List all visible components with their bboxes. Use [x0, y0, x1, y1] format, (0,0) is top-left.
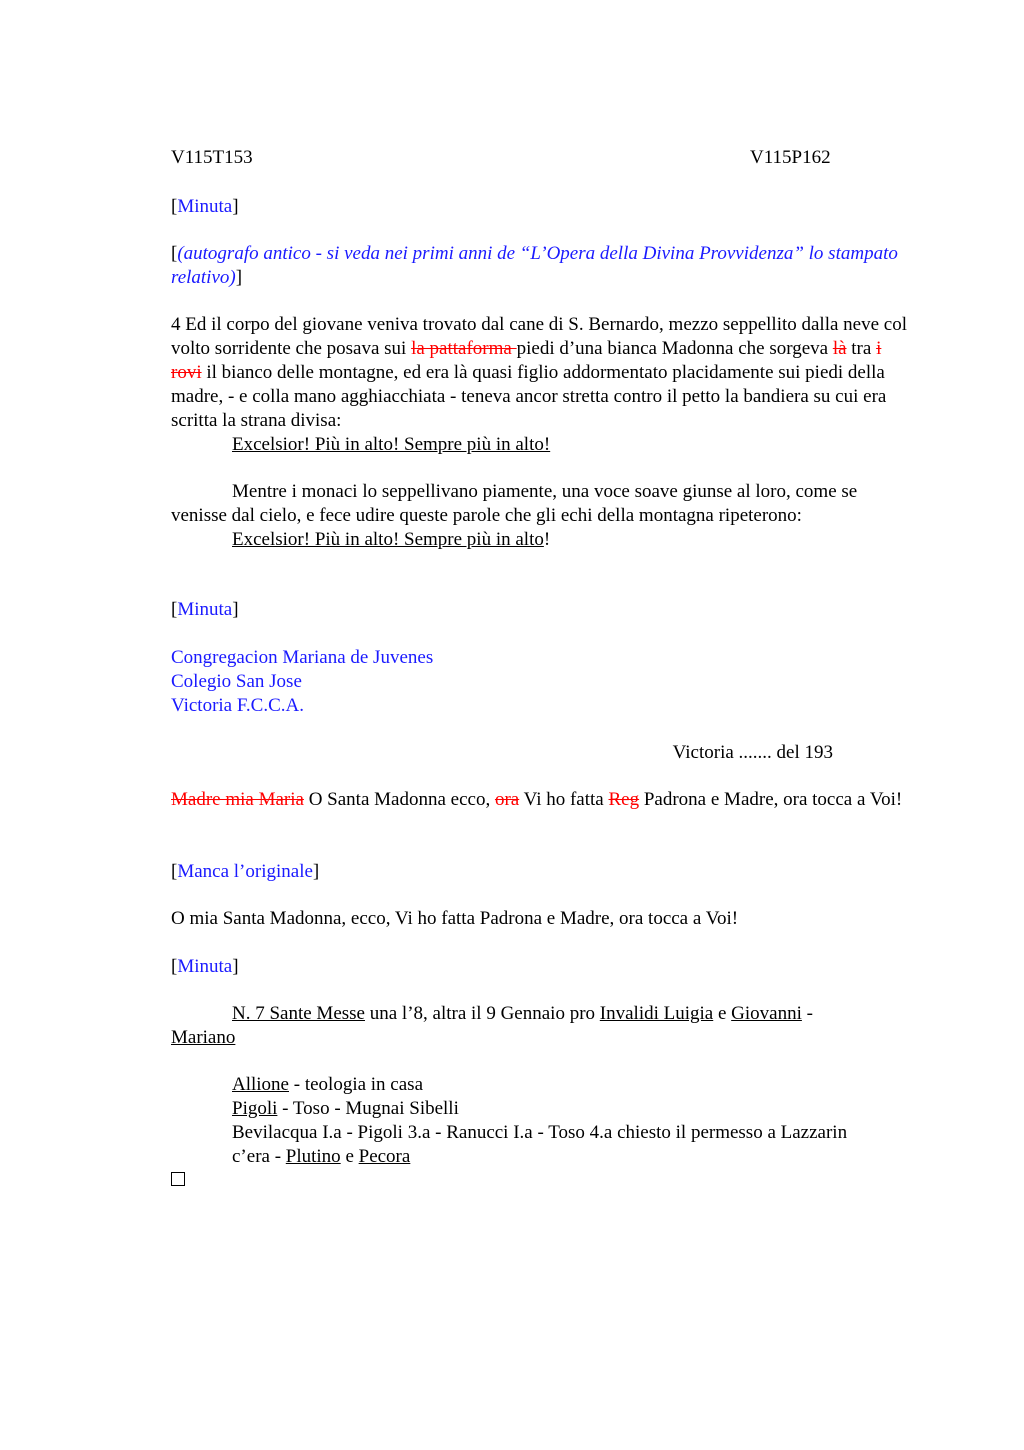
deleted-text-2: là — [832, 338, 847, 359]
org-line-2: Colegio San Jose — [171, 671, 302, 692]
pigoli-text: - Toso - Mugnai Sibelli — [277, 1098, 459, 1119]
name-invalidi: Invalidi Luigia — [599, 1003, 714, 1024]
name-allione: Allione — [232, 1074, 289, 1095]
motto-line-2 — [171, 528, 916, 552]
prayer-draft — [171, 788, 916, 812]
name-plutino: Plutino — [285, 1146, 341, 1167]
prayer-text-c: Padrona e Madre, ora tocca a Voi! — [639, 789, 903, 810]
note-cera — [232, 1145, 916, 1169]
name-giovanni: Giovanni — [731, 1003, 802, 1024]
story-text — [171, 313, 916, 433]
manca-label: Manca l’originale — [177, 861, 313, 882]
motto-line-1 — [171, 433, 916, 457]
cera-text: c’era - — [232, 1146, 286, 1167]
prayer-text-a: O Santa Madonna ecco, — [303, 789, 495, 810]
right-code: V115P162 — [750, 147, 831, 168]
masses-paragraph — [171, 1002, 916, 1050]
name-pigoli: Pigoli — [232, 1098, 278, 1119]
source-note: [(autografo antico - si veda nei primi anni de “L’Opera della Divina Provvidenza” lo stampato relativo)] — [171, 243, 898, 288]
monks-text — [171, 480, 916, 528]
motto-1: Excelsior! Più in alto! Sempre più in alto! — [232, 434, 551, 455]
note-bevilacqua: Bevilacqua I.a - Pigoli 3.a - Ranucci I.a - Toso 4.a chiesto il permesso a Lazzarin — [232, 1122, 848, 1143]
minuta-label-3: Minuta — [177, 956, 233, 977]
section3-label: [Manca l’originale] — [171, 861, 320, 882]
allione-text: - teologia in casa — [289, 1074, 424, 1095]
masses-line-2 — [171, 1026, 916, 1050]
prayer-final: O mia Santa Madonna, ecco, Vi ho fatta Padrona e Madre, ora tocca a Voi! — [171, 908, 739, 929]
story-text-a: 4 Ed il corpo del giovane veniva trovato dal cane di S. Bernardo, mezzo seppellito dalla neve col volto sorridente che posava sui — [171, 314, 907, 359]
org-line-1: Congregacion Mariana de Juvenes — [171, 647, 434, 668]
deleted-text-1: la pattaforma — [411, 338, 517, 359]
masses-count: N. 7 Sante Messe — [232, 1003, 365, 1024]
section2-label: [Minuta] — [171, 599, 239, 620]
monks-paragraph — [171, 480, 916, 552]
org-line-3: Victoria F.C.C.A. — [171, 695, 304, 716]
story-text-b: piedi d’una bianca Madonna che sorgeva — [516, 338, 833, 359]
dash-1: - — [801, 1003, 813, 1024]
monks-text-body: Mentre i monaci lo seppellivano piamente, una voce soave giunse al loro, come se venisse dal cielo, e fece udire queste parole che gli echi della montagna ripeterono: — [171, 481, 858, 526]
left-code: V115T153 — [171, 147, 253, 168]
minuta-label-1: Minuta — [177, 196, 233, 217]
deleted-text-4: Madre mia Maria — [171, 789, 304, 810]
masses-line — [171, 1002, 916, 1026]
story-paragraph — [171, 313, 916, 457]
conj-2: e — [340, 1146, 359, 1167]
prayer-draft-text — [171, 788, 916, 812]
deleted-text-5: ora — [494, 789, 520, 810]
note-pigoli — [232, 1097, 916, 1121]
end-marker-box — [171, 1172, 185, 1186]
conj-1: e — [713, 1003, 732, 1024]
section1-label: [Minuta] — [171, 196, 239, 217]
story-text-d: il bianco delle montagne, ed era là quasi figlio addormentato placidamente sui piedi della madre, - e colla mano agghiacchiata - teneva ancor stretta contro il petto la bandiera su cui era scritta la strana divisa: — [171, 362, 887, 431]
note-allione — [232, 1073, 916, 1097]
notes-list — [171, 1073, 916, 1169]
motto-2: Excelsior! Più in alto! Sempre più in alto — [232, 529, 544, 550]
source-note-text: (autografo antico - si veda nei primi anni de “L’Opera della Divina Provvidenza” lo stampato relativo) — [171, 243, 898, 288]
name-mariano: Mariano — [171, 1027, 236, 1048]
deleted-text-3: i rovi — [171, 338, 882, 383]
minuta-label-2: Minuta — [177, 599, 233, 620]
deleted-text-6: Reg — [608, 789, 640, 810]
organization-block — [171, 646, 916, 718]
name-pecora: Pecora — [358, 1146, 411, 1167]
page-header — [171, 146, 916, 170]
story-text-c: tra — [846, 338, 877, 359]
section4-label: [Minuta] — [171, 956, 239, 977]
motto-2-end: ! — [543, 529, 551, 550]
date-line: Victoria ....... del 193 — [672, 742, 833, 763]
prayer-text-b: Vi ho fatta — [519, 789, 609, 810]
masses-text: una l’8, altra il 9 Gennaio pro — [364, 1003, 600, 1024]
